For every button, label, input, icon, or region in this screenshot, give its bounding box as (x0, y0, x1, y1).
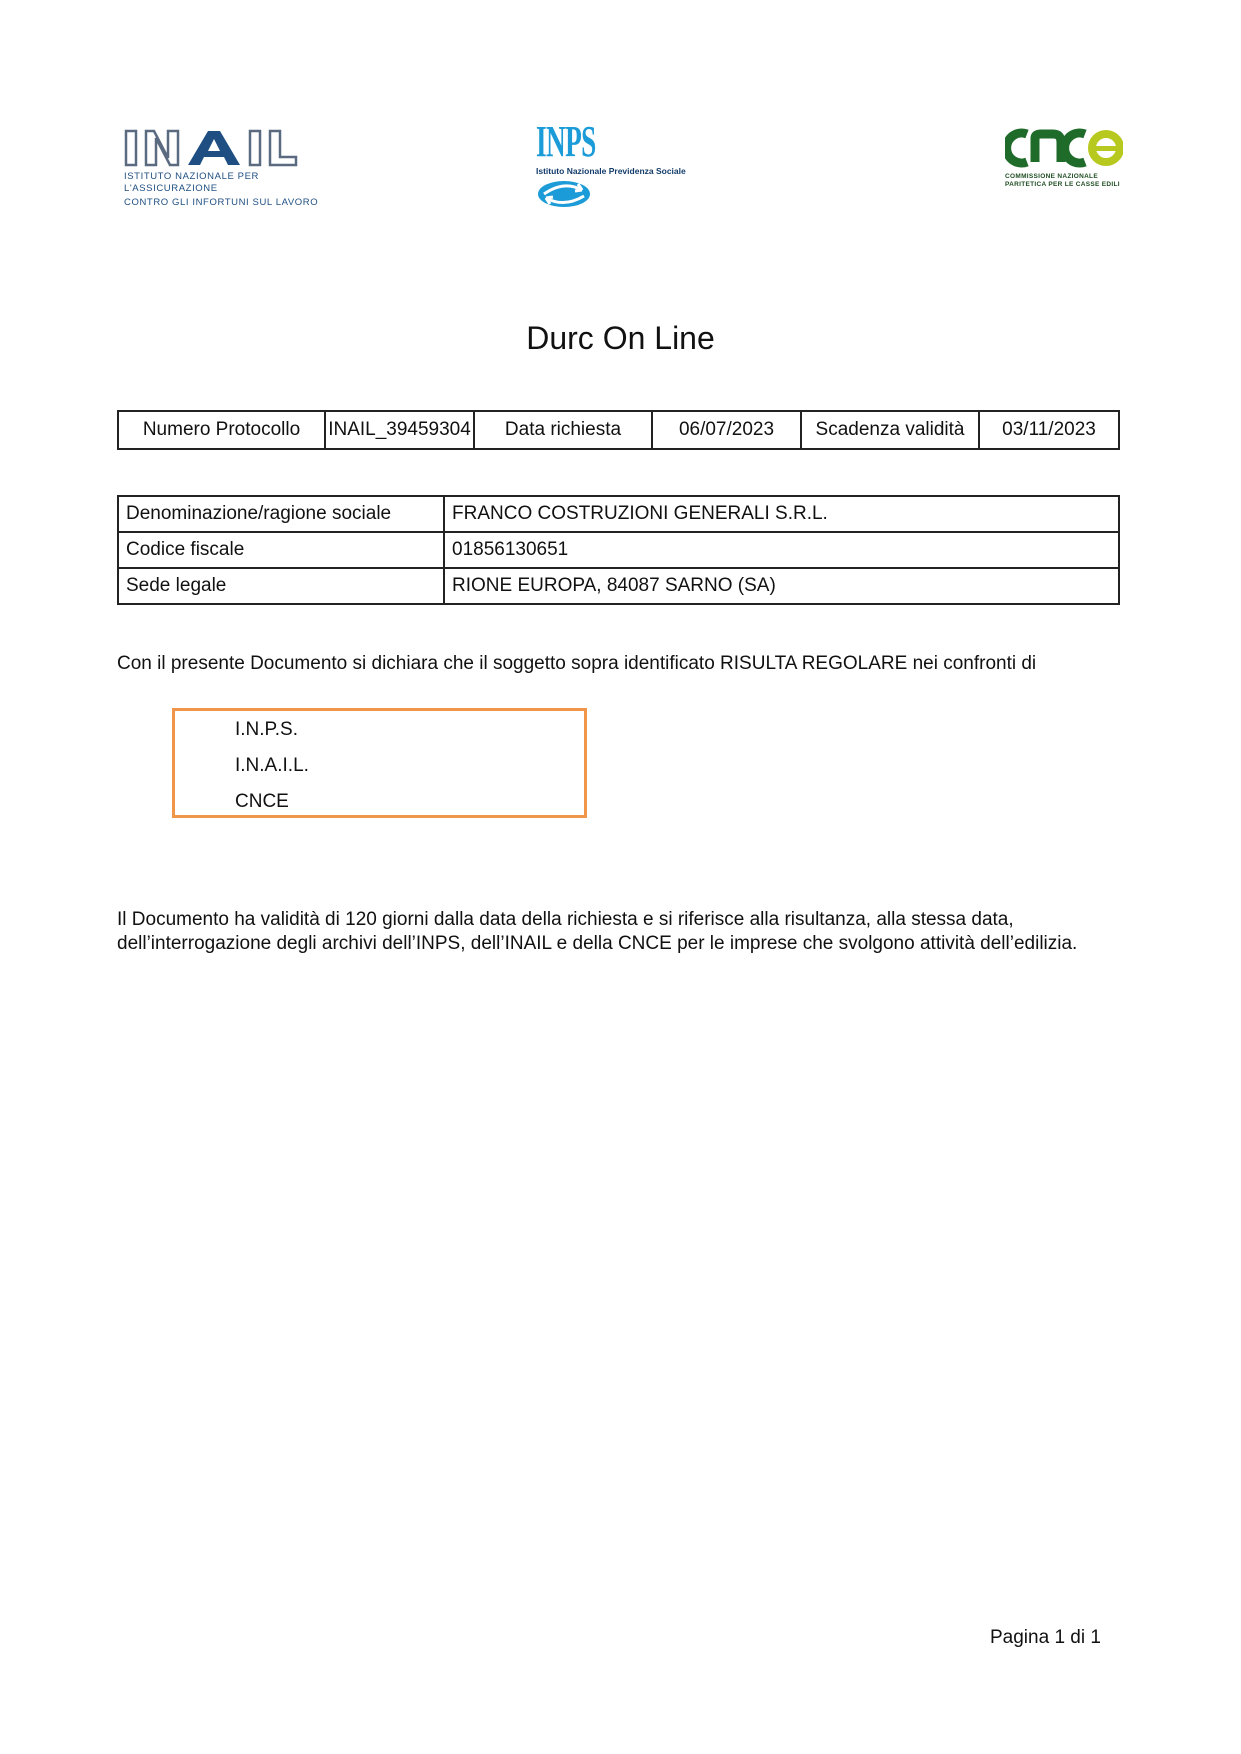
tax-code-value: 01856130651 (444, 532, 1119, 568)
inail-subtitle-line2: CONTRO GLI INFORTUNI SUL LAVORO (124, 197, 319, 208)
cnce-logo (1005, 128, 1125, 190)
expiry-label: Scadenza validità (801, 411, 979, 449)
inps-logo (536, 117, 716, 215)
validity-line-1: Il Documento ha validità di 120 giorni dalla data della richiesta e si riferisce alla risultanza, alla stessa data, (117, 909, 1014, 930)
inps-arrows-icon (536, 178, 592, 210)
company-name-value: FRANCO COSTRUZIONI GENERALI S.R.L. (444, 496, 1119, 532)
inail-logo-mark (124, 128, 354, 168)
protocol-number-value: INAIL_39459304 (325, 411, 474, 449)
entity-cnce: CNCE (235, 791, 289, 812)
inail-subtitle-line1: ISTITUTO NAZIONALE PER L'ASSICURAZIONE (124, 171, 259, 194)
protocol-table (117, 410, 1120, 450)
request-date-label: Data richiesta (474, 411, 652, 449)
entity-inail: I.N.A.I.L. (235, 755, 309, 776)
cnce-subtitle-line2: PARITETICA PER LE CASSE EDILI (1005, 181, 1120, 188)
expiry-value: 03/11/2023 (979, 411, 1119, 449)
entities-box (172, 708, 587, 818)
inps-wordmark: INPS (536, 117, 596, 166)
protocol-row (118, 411, 1119, 449)
validity-paragraph (117, 908, 1127, 956)
inail-logo (124, 128, 354, 208)
protocol-number-label: Numero Protocollo (118, 411, 325, 449)
document-title: Durc On Line (526, 320, 715, 356)
tax-code-label: Codice fiscale (118, 532, 444, 568)
declaration-text: Con il presente Documento si dichiara che il soggetto sopra identificato RISULTA REGOLARE nei confronti di (117, 653, 1037, 674)
registered-office-value: RIONE EUROPA, 84087 SARNO (SA) (444, 568, 1119, 604)
request-date-value: 06/07/2023 (652, 411, 801, 449)
entity-inps: I.N.P.S. (235, 719, 299, 740)
table-row (118, 496, 1119, 532)
company-name-label: Denominazione/ragione sociale (118, 496, 444, 532)
cnce-subtitle-line1: COMMISSIONE NAZIONALE (1005, 173, 1098, 180)
cnce-logo-mark (1005, 128, 1123, 168)
company-table (117, 495, 1120, 605)
table-row (118, 532, 1119, 568)
validity-line-2: dell’interrogazione degli archivi dell’INPS, dell’INAIL e della CNCE per le imprese che svolgono attività dell’edilizia. (117, 933, 1078, 954)
registered-office-label: Sede legale (118, 568, 444, 604)
page-number: Pagina 1 di 1 (990, 1627, 1101, 1648)
inps-subtitle: Istituto Nazionale Previdenza Sociale (536, 166, 686, 176)
table-row (118, 568, 1119, 604)
